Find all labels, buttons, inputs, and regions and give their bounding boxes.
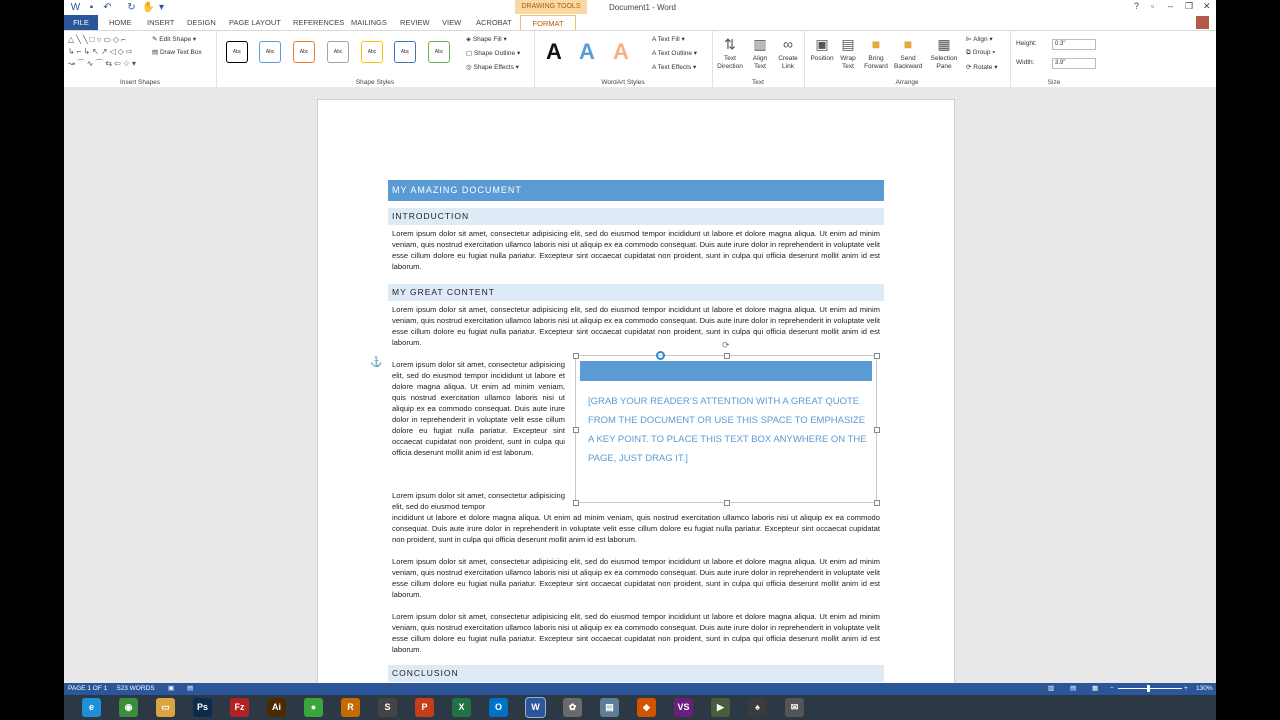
content-paragraph-3[interactable]: Lorem ipsum dolor sit amet, consectetur adipisicing elit, sed do eiusmod tempor incididunt ut labore et dolore magna aliqua. Ut enim ad minim veniam, quis nostrud exercitation ullamco laboris nisi ut aliquip ex ea commodo consequat. Duis aute irure dolor in reprehenderit in voluptate velit esse cillum dolore eu fugiat nulla pariatur. Excepteur sint occaecat cupidatat non proident, sunt in culpa qui officia deserunt mollit anim id est laborum.	[392, 557, 880, 599]
width-input[interactable]: 3.9"	[1052, 58, 1096, 69]
heading-introduction[interactable]: INTRODUCTION	[388, 208, 884, 225]
taskbar-app-icon-20[interactable]: ✉	[785, 698, 804, 717]
content-paragraph-4[interactable]: Lorem ipsum dolor sit amet, consectetur adipisicing elit, sed do eiusmod tempor incididunt ut labore et dolore magna aliqua. Ut enim ad minim veniam, quis nostrud exercitation ullamco laboris nisi ut aliquip ex ea commodo consequat. Duis aute irure dolor in reprehenderit in voluptate velit esse cillum dolore eu fugiat nulla pariatur. Excepteur sint occaecat cupidatat non proident, sunt in culpa qui officia deserunt mollit anim id est laborum.	[392, 612, 880, 654]
tab-view[interactable]: VIEW	[442, 18, 462, 27]
text-group-label: Text	[752, 79, 764, 86]
group-insert-shapes	[64, 31, 217, 87]
selection-pane-line2: Pane	[936, 63, 952, 70]
resize-handle-n[interactable]	[724, 353, 730, 359]
shape-style-gray[interactable]: Abc	[327, 41, 349, 63]
wrap-text-line2: Text	[842, 63, 854, 70]
text-outline-label: Text Outline	[657, 50, 692, 57]
text-fill-label: Text Fill	[657, 36, 680, 43]
bring-forward-button[interactable]	[862, 35, 890, 71]
word-count[interactable]: 523 WORDS	[117, 685, 155, 692]
zoom-in-icon[interactable]: +	[1184, 685, 1188, 692]
group-size	[1010, 31, 1098, 87]
tab-mailings[interactable]: MAILINGS	[351, 18, 387, 27]
document-title[interactable]: MY AMAZING DOCUMENT	[388, 180, 884, 201]
position-label: Position	[810, 55, 834, 62]
wordart-styles-label: WordArt Styles	[601, 79, 645, 86]
group-wordart-styles	[534, 31, 713, 87]
document-canvas[interactable]	[64, 87, 1216, 683]
intro-paragraph[interactable]: Lorem ipsum dolor sit amet, consectetur adipisicing elit, sed do eiusmod tempor incididunt ut labore et dolore magna aliqua. Ut enim ad minim veniam, quis nostrud exercitation ullamco laboris nisi ut aliquip ex ea commodo consequat. Duis aute irure dolor in reprehenderit in voluptate velit esse cillum dolore eu fugiat nulla pariatur. Excepteur sint occaecat cupidatat non proident, sunt in culpa qui officia deserunt mollit anim id est laborum.	[392, 229, 880, 271]
wrap-text-line1: Wrap	[840, 55, 856, 62]
taskbar-green-app-icon[interactable]: ●	[304, 698, 323, 717]
word-app-icon: W	[70, 2, 81, 13]
align-text-line2: Text	[754, 63, 766, 70]
wrap-text-icon: ▤	[841, 36, 855, 52]
resize-handle-ne[interactable]	[874, 353, 880, 359]
height-label: Height:	[1016, 40, 1037, 47]
selection-pane-line1: Selection	[930, 55, 958, 62]
shape-style-blue[interactable]: Abc	[259, 41, 281, 63]
size-label: Size	[1047, 79, 1061, 86]
web-layout-icon[interactable]: ▦	[1092, 685, 1099, 692]
resize-handle-nw[interactable]	[573, 353, 579, 359]
insert-shapes-label: Insert Shapes	[119, 79, 161, 86]
text-outline-button[interactable]: A Text Outline ▾	[652, 50, 698, 57]
shape-style-green[interactable]: Abc	[428, 41, 450, 63]
align-text-icon: ▥	[753, 36, 767, 52]
save-icon[interactable]: ▪	[89, 2, 94, 13]
bring-forward-line2: Forward	[864, 63, 888, 70]
shape-style-gold[interactable]: Abc	[361, 41, 383, 63]
link-icon: ∞	[783, 36, 793, 52]
word-window	[64, 0, 1216, 695]
shape-outline-label: Shape Outline	[473, 50, 516, 57]
content-paragraph-1[interactable]: Lorem ipsum dolor sit amet, consectetur adipisicing elit, sed do eiusmod tempor incididunt ut labore et dolore magna aliqua. Ut enim ad minim veniam, quis nostrud exercitation ullamco laboris nisi ut aliquip ex ea commodo consequat. Duis aute irure dolor in reprehenderit in voluptate velit esse cillum dolore eu fugiat nulla pariatur. Excepteur sint occaecat cupidatat non proident, sunt in culpa qui officia deserunt mollit anim id est laborum.	[392, 305, 880, 347]
taskbar-rubymine-icon[interactable]: R	[341, 698, 360, 717]
status-bar	[64, 683, 1216, 695]
group-arrange	[804, 31, 1011, 87]
text-direction-line2: Direction	[717, 63, 743, 70]
taskbar-app-icon-16[interactable]: ◆	[637, 698, 656, 717]
group-button[interactable]: ⧉ Group ▾	[966, 49, 996, 56]
touch-mode-icon[interactable]: ✋	[142, 2, 155, 13]
title-bar	[64, 0, 1216, 15]
taskbar-ie-icon[interactable]: e	[82, 698, 101, 717]
zoom-slider-thumb[interactable]	[1147, 685, 1150, 692]
create-link-line2: Link	[782, 63, 794, 70]
width-label: Width:	[1016, 59, 1035, 66]
wrapped-paragraph-1[interactable]: Lorem ipsum dolor sit amet, consectetur adipisicing elit, sed do eiusmod tempor incididunt ut labore et dolore magna aliqua. Ut enim ad minim veniam, quis nostrud exercitation ullamco laboris nisi ut aliquip ex ea commodo consequat. Duis aute irure dolor in reprehenderit in voluptate velit esse cillum dolore eu fugiat nulla pariatur. Excepteur sint occaecat cupidatat non proident, sunt in culpa qui officia deserunt mollit anim id est laborum.	[392, 360, 565, 457]
shape-effects-label: Shape Effects	[473, 64, 514, 71]
edit-shape-label: Edit Shape	[159, 36, 192, 43]
tab-format[interactable]: FORMAT	[520, 15, 576, 30]
taskbar-app-icon-18[interactable]: ▶	[711, 698, 730, 717]
shape-styles-label: Shape Styles	[355, 79, 395, 86]
proofing-icon[interactable]: ▣	[168, 685, 175, 692]
zoom-slider[interactable]	[1118, 688, 1182, 689]
position-icon: ▣	[815, 36, 829, 52]
group-text	[712, 31, 805, 87]
tab-file[interactable]: FILE	[64, 15, 98, 30]
taskbar-sublime-icon[interactable]: S	[378, 698, 397, 717]
text-effects-label: Text Effects	[657, 64, 692, 71]
align-label: Align	[973, 36, 988, 43]
ribbon-tabs	[64, 15, 1216, 30]
help-button[interactable]: ?	[1134, 1, 1140, 11]
rotate-button[interactable]: ⟳ Rotate ▾	[966, 64, 998, 71]
tab-references[interactable]: REFERENCES	[293, 18, 345, 27]
tab-home[interactable]: HOME	[109, 18, 132, 27]
taskbar-visual-studio-icon[interactable]: VS	[674, 698, 693, 717]
macro-icon[interactable]: ▤	[187, 685, 194, 692]
bring-forward-line1: Bring	[868, 55, 884, 62]
taskbar-photoshop-icon[interactable]: Ps	[193, 698, 212, 717]
shape-outline-button[interactable]: ▢ Shape Outline ▾	[466, 50, 521, 57]
drawing-tools-header: DRAWING TOOLS	[515, 0, 587, 14]
height-input[interactable]: 0.3"	[1052, 39, 1096, 50]
selection-pane-button[interactable]	[930, 35, 958, 71]
taskbar-powerpoint-icon[interactable]: P	[415, 698, 434, 717]
arrange-label: Arrange	[895, 79, 919, 86]
text-direction-button[interactable]	[716, 35, 744, 71]
align-text-line1: Align	[752, 55, 768, 62]
send-backward-line1: Send	[900, 55, 916, 62]
wordart-blue[interactable]: A	[579, 39, 595, 64]
ribbon	[64, 30, 1216, 88]
page-count[interactable]: PAGE 1 OF 1	[68, 685, 108, 692]
text-direction-icon: ⇅	[724, 36, 736, 52]
rotate-label: Rotate	[973, 64, 993, 71]
ribbon-display-button[interactable]: ▫	[1151, 1, 1155, 11]
resize-handle-se[interactable]	[874, 500, 880, 506]
wordart-black[interactable]: A	[546, 39, 562, 64]
redo-icon[interactable]: ↻	[127, 2, 136, 13]
tab-insert[interactable]: INSERT	[147, 18, 175, 27]
text-direction-line1: Text	[724, 55, 736, 62]
shape-style-orange[interactable]: Abc	[293, 41, 315, 63]
send-backward-icon: ■	[903, 36, 913, 52]
bring-forward-icon: ■	[871, 36, 881, 52]
shape-style-black[interactable]: Abc	[226, 41, 248, 63]
tab-page-layout[interactable]: PAGE LAYOUT	[229, 18, 281, 27]
document-page[interactable]	[317, 99, 955, 695]
draw-text-box-button[interactable]: ▤ Draw Text Box	[152, 49, 202, 56]
selection-pane-icon: ▦	[937, 36, 951, 52]
heading-my-great-content[interactable]: MY GREAT CONTENT	[388, 284, 884, 301]
resize-handle-w[interactable]	[573, 427, 579, 433]
align-text-button[interactable]	[746, 35, 774, 71]
customize-qat-icon[interactable]: ▾	[158, 2, 165, 13]
window-title: Document1 - Word	[609, 3, 676, 12]
shapes-gallery[interactable]: △╲╲□○▭◇⌐ ↳⌐↳↖↗◁◇⇨ ↝⌒∿⌒⇆⇦☆▾	[68, 35, 138, 68]
taskbar-illustrator-icon[interactable]: Ai	[267, 698, 286, 717]
close-button[interactable]: ✕	[1203, 1, 1211, 11]
heading-conclusion[interactable]: CONCLUSION	[388, 665, 884, 682]
create-link-button[interactable]	[774, 35, 802, 71]
taskbar-app-icon-19[interactable]: ♠	[748, 698, 767, 717]
resize-handle-e[interactable]	[874, 427, 880, 433]
taskbar-app-icon-14[interactable]: ✿	[563, 698, 582, 717]
avatar[interactable]	[1196, 16, 1209, 29]
selected-shape-bar[interactable]	[580, 361, 872, 381]
resize-handle-sw[interactable]	[573, 500, 579, 506]
draw-text-box-label: Draw Text Box	[159, 49, 202, 56]
taskbar-word-icon[interactable]: W	[526, 698, 545, 717]
rotate-handle-icon[interactable]: ⟳	[722, 340, 730, 350]
position-button[interactable]	[808, 35, 836, 63]
resize-handle-s[interactable]	[724, 500, 730, 506]
quote-text[interactable]: [GRAB YOUR READER’S ATTENTION WITH A GREAT QUOTE FROM THE DOCUMENT OR USE THIS SPACE TO EMPHASIZE A KEY POINT. TO PLACE THIS TEXT BOX ANYWHERE ON THE PAGE, JUST DRAG IT.]	[588, 396, 867, 464]
wrap-text-button[interactable]	[834, 35, 862, 71]
send-backward-line2: Backward	[894, 63, 923, 70]
taskbar-outlook-icon[interactable]: O	[489, 698, 508, 717]
taskbar-filezilla-icon[interactable]: Fz	[230, 698, 249, 717]
zoom-out-icon[interactable]: −	[1110, 685, 1114, 692]
anchor-icon: ⚓	[370, 357, 383, 368]
shape-style-dark-blue[interactable]: Abc	[394, 41, 416, 63]
taskbar-chrome-icon[interactable]: ◉	[119, 698, 138, 717]
taskbar	[64, 695, 1216, 720]
taskbar-app-icon-15[interactable]: ▤	[600, 698, 619, 717]
tab-design[interactable]: DESIGN	[187, 18, 216, 27]
zoom-level[interactable]: 130%	[1196, 685, 1213, 692]
tab-review[interactable]: REVIEW	[400, 18, 430, 27]
restore-button[interactable]: ❐	[1185, 1, 1194, 11]
send-backward-button[interactable]	[894, 35, 922, 71]
shape-fill-label: Shape Fill	[472, 36, 502, 43]
text-effects-button[interactable]: A Text Effects ▾	[652, 64, 697, 71]
shape-fill-button[interactable]: ◈ Shape Fill ▾	[466, 36, 507, 43]
wrapped-paragraph-2-start[interactable]: Lorem ipsum dolor sit amet, consectetur adipisicing elit, sed do eiusmod tempor	[392, 491, 565, 511]
group-label: Group	[972, 49, 991, 56]
read-mode-icon[interactable]: ▥	[1048, 685, 1055, 692]
create-link-line1: Create	[778, 55, 798, 62]
align-button[interactable]: ⊫ Align ▾	[966, 36, 993, 43]
tab-acrobat[interactable]: ACROBAT	[476, 18, 512, 27]
quote-text-box[interactable]	[575, 340, 877, 503]
wordart-orange[interactable]: A	[613, 39, 629, 64]
print-layout-icon[interactable]: ▤	[1070, 685, 1077, 692]
taskbar-explorer-icon[interactable]: ▭	[156, 698, 175, 717]
wrapped-paragraph-2-rest[interactable]: incididunt ut labore et dolore magna aliqua. Ut enim ad minim veniam, quis nostrud exercitation ullamco laboris nisi ut aliquip ex ea commodo consequat. Duis aute irure dolor in reprehenderit in voluptate velit esse cillum dolore eu fugiat nulla pariatur. Excepteur sint occaecat cupidatat non proident, sunt in culpa qui officia deserunt mollit anim id est laborum.	[392, 513, 880, 544]
group-shape-styles	[216, 31, 535, 87]
shape-effects-button[interactable]: ◎ Shape Effects ▾	[466, 64, 519, 71]
text-fill-button[interactable]: A Text Fill ▾	[652, 36, 685, 43]
minimize-button[interactable]: –	[1168, 1, 1174, 11]
busy-cursor-icon	[656, 351, 665, 360]
edit-shape-button[interactable]: ✎ Edit Shape ▾	[152, 36, 197, 43]
taskbar-excel-icon[interactable]: X	[452, 698, 471, 717]
undo-icon[interactable]: ↶	[103, 2, 112, 13]
